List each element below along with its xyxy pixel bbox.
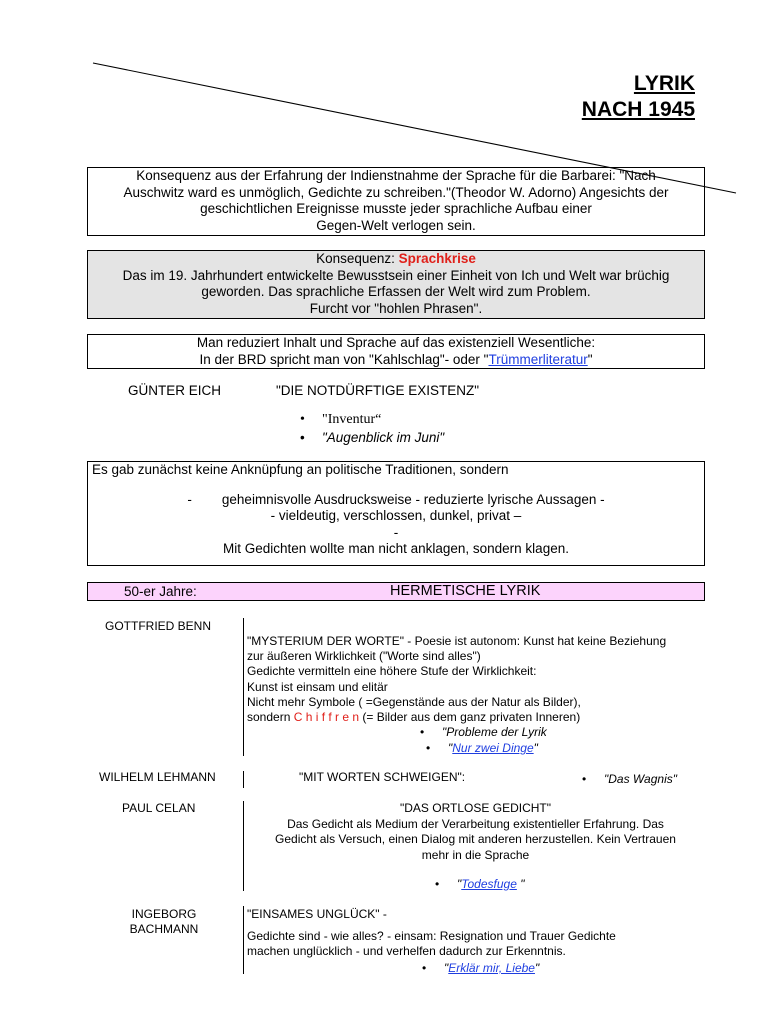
celan-work: [435, 877, 524, 892]
bachmann-name-2: BACHMANN: [129, 922, 199, 936]
kahlschlag-prefix: In der BRD spricht man von "Kahlschlag"- oder ": [199, 351, 489, 367]
lehmann-name: WILHELM LEHMANN: [99, 770, 216, 784]
celan-divider: [243, 801, 244, 891]
lehmann-divider: [243, 771, 244, 788]
adorno-line-1: Konsequenz aus der Erfahrung der Indienstnahme der Sprache für die Barbarei: "Nach: [136, 168, 656, 183]
adorno-box: [87, 167, 705, 236]
sprachkrise-highlight: Sprachkrise: [398, 251, 476, 266]
adorno-line-3: geschichtlichen Ereignisse musste jeder sprachliche Aufbau einer: [200, 201, 592, 216]
bullet-icon: •: [435, 877, 440, 891]
benn-work-2-open: ": [448, 741, 453, 755]
benn-line-5: Nicht mehr Symbole ( =Gegenstände aus der Natur als Bilder),: [247, 694, 581, 709]
benn-line-1: "MYSTERIUM DER WORTE" - Poesie ist autonom: Kunst hat keine Beziehung: [247, 634, 667, 648]
sprachkrise-line-4: Furcht vor "hohlen Phrasen".: [309, 300, 483, 316]
eich-work-2: [300, 430, 444, 447]
hermetic-bar: [87, 582, 705, 601]
lehmann-work-label: "Das Wagnis": [604, 772, 677, 786]
bachmann-line-1: Gedichte sind - wie alles? - einsam: Resignation und Trauer Gedichte: [247, 928, 616, 943]
benn-work-2: [426, 741, 538, 756]
bachmann-name: [114, 907, 214, 937]
celan-line-2: Gedicht als Versuch, einen Dialog mit anderen herzustellen. Kein Vertrauen: [275, 832, 676, 846]
bullet-icon: •: [422, 961, 427, 975]
celan-line-1: Das Gedicht als Medium der Verarbeitung existentieller Erfahrung. Das: [287, 816, 664, 831]
traditions-line-1: Es gab zunächst keine Anknüpfung an politische Traditionen, sondern: [92, 462, 509, 477]
bullet-icon: •: [426, 741, 431, 755]
celan-name: PAUL CELAN: [122, 801, 196, 815]
eich-work-1-label: "Inventur“: [322, 412, 382, 427]
hermetic-label: 50-er Jahre:: [124, 584, 197, 599]
celan-work-close: ": [516, 877, 525, 891]
eich-work-1: [300, 411, 381, 428]
sprachkrise-line-2: Das im 19. Jahrhundert entwickelte Bewusstsein einer Einheit von Ich und Welt war brüchig: [122, 267, 670, 283]
traditions-line-3: - vieldeutig, verschlossen, dunkel, privat –: [270, 508, 522, 523]
nur-zwei-dinge-link[interactable]: Nur zwei Dinge: [452, 741, 534, 755]
bachmann-work-open: ": [444, 961, 449, 975]
benn-line-3: Gedichte vermitteln eine höhere Stufe der Wirklichkeit:: [247, 664, 537, 679]
hermetic-heading: HERMETISCHE LYRIK: [390, 583, 541, 599]
sprachkrise-box: [87, 250, 705, 319]
benn-line-6: [247, 710, 666, 725]
bachmann-heading: "EINSAMES UNGLÜCK" -: [247, 907, 387, 921]
benn-divider: [243, 618, 244, 756]
bachmann-work: [422, 961, 539, 976]
bachmann-divider: [243, 906, 244, 974]
benn-line-4: Kunst ist einsam und elitär: [247, 679, 388, 694]
bachmann-text: [247, 907, 616, 960]
todesfuge-link[interactable]: Todesfuge: [461, 877, 517, 891]
bachmann-work-close: ": [534, 961, 540, 975]
bachmann-line-2: machen unglücklich - und verhelfen dadurch zur Erkenntnis.: [247, 944, 566, 958]
bullet-icon: •: [300, 412, 305, 427]
sprachkrise-line-1: [88, 251, 704, 268]
adorno-line-4: Gegen-Welt verlogen sein.: [316, 217, 476, 233]
sprachkrise-line-3: geworden. Das sprachliche Erfassen der Welt wird zum Problem.: [201, 284, 591, 299]
title-line-2: NACH 1945: [581, 98, 695, 121]
eich-name: GÜNTER EICH: [128, 383, 222, 398]
benn-name: GOTTFRIED BENN: [105, 619, 212, 633]
celan-work-open: ": [457, 877, 462, 891]
traditions-line-5: Mit Gedichten wollte man nicht anklagen, sondern klagen.: [223, 541, 569, 556]
kahlschlag-box: [87, 334, 705, 369]
adorno-line-2: Auschwitz ward es unmöglich, Gedichte zu schreiben."(Theodor W. Adorno) Angesichts der: [123, 184, 669, 200]
eich-work-2-label: "Augenblick im Juni": [322, 430, 445, 445]
benn-work-1-label: "Probleme der Lyrik: [442, 725, 547, 739]
kahlschlag-line-1: Man reduziert Inhalt und Sprache auf das existenziell Wesentliche:: [196, 335, 596, 350]
bullet-icon: •: [300, 430, 305, 445]
erklaer-mir-liebe-link[interactable]: Erklär mir, Liebe: [448, 961, 535, 975]
sprachkrise-prefix: Konsequenz:: [316, 251, 399, 266]
celan-heading: "DAS ORTLOSE GEDICHT": [400, 801, 551, 815]
traditions-line-4: -: [393, 524, 399, 540]
bullet-icon: •: [420, 725, 425, 739]
benn-work-2-close: ": [533, 741, 538, 755]
truemmerliteratur-link[interactable]: Trümmerliteratur: [488, 351, 588, 367]
benn-work-1: [420, 725, 547, 740]
benn-last-prefix: sondern: [247, 710, 294, 725]
benn-text: [247, 634, 666, 725]
lehmann-work: [582, 772, 677, 787]
kahlschlag-suffix: ": [587, 351, 593, 367]
celan-text: [247, 801, 704, 863]
traditions-line-2: - geheimnisvolle Ausdrucksweise - reduzierte lyrische Aussagen -: [187, 491, 605, 507]
title-line-1: LYRIK: [633, 72, 695, 95]
chiffren-word: C h i f f r e n: [293, 710, 360, 725]
page-title: [582, 71, 695, 123]
eich-heading: "DIE NOTDÜRFTIGE EXISTENZ": [276, 383, 480, 398]
bullet-icon: •: [582, 772, 587, 786]
lehmann-heading: "MIT WORTEN SCHWEIGEN":: [299, 770, 466, 784]
benn-line-2: zur äußeren Wirklichkeit ("Worte sind alles"): [247, 649, 481, 664]
kahlschlag-line-2: [88, 352, 704, 369]
benn-last-suffix: (= Bilder aus dem ganz privaten Inneren): [359, 710, 581, 725]
celan-line-3: mehr in die Sprache: [421, 847, 530, 862]
bachmann-name-1: INGEBORG: [131, 907, 197, 921]
traditions-box: [87, 461, 705, 566]
